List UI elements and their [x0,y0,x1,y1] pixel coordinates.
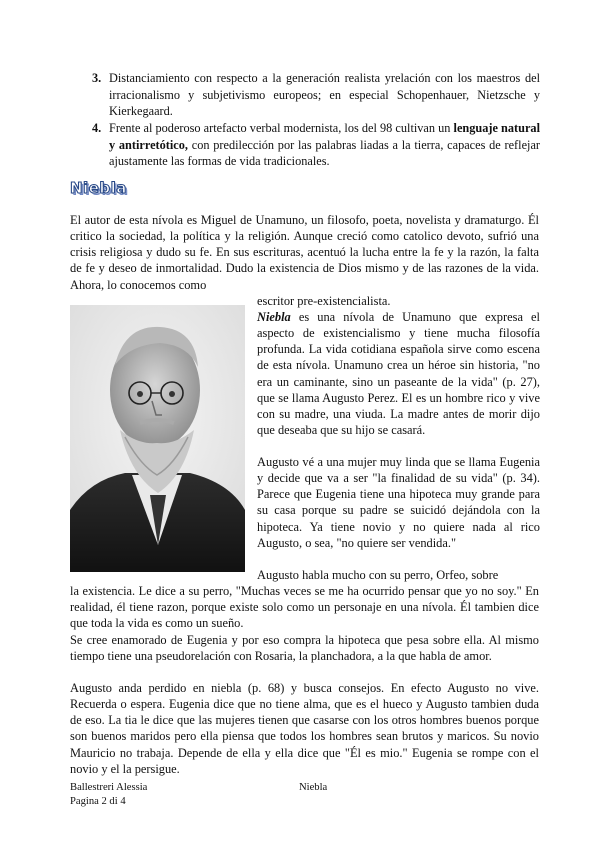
footer-page-number: Pagina 2 di 4 [70,796,126,807]
list-text-bold: lenguaje natural y antirretótico, [109,121,540,152]
footer-author: Ballestreri Alessia [70,782,148,793]
list-number: 3. [92,71,102,85]
novel-description-text: es una nívola de Unamuno que expresa el aspecto de existencialismo y tiene mucha filosofía profunda. La vida cotidiana española sirve como escena de esta nívola. Unamuno crea un héroe sin historia, "no era un caminante, sino un paseante de la vida" (p. 27), que se llama Augusto Perez. El es un hombre rico y vive con su madre, una viuda. La madre antes de morir dijo que deseaba que su hijo se casará. [257,310,540,438]
portrait-photo [70,305,245,572]
intro-text: El autor de esta nívola es Miguel de Unamuno, un filosofo, poeta, novelista y dramaturgo. Él critico la sociedad, la política y la religión. Aunque creció como catolico devoto, sufrió una crisis religiosa y dudo su fe. En sus escrituras, acentuó la lucha entre la fe y la razón, la falta de fe y deseo de inmortalidad. Dudo la existencia de Dios mismo y de las razones de la vida. Ahora, lo conocemos como [70,213,539,292]
intro-tail: escritor pre-existencialista. [257,293,391,308]
orfeo-paragraph-continued: la existencia. Le dice a su perro, "Muchas veces se me ha ocurrido pensar que yo no soy." En realidad, él tiene razon, porque existe solo como un personaje en una nívola. Él tambien dice que toda la vida es como un sueño. [70,584,539,631]
footer-title: Niebla [299,782,328,793]
eugenia-paragraph: Augusto vé a una mujer muy linda que se llama Eugenia y decide que va a ser "la finalidad de su vida" (p. 34). Parece que Eugenia tiene una hipoteca muy grande para su casa porque su padre se suicidó dejándola con la hipoteca. Ya tiene novio y no quiere nada al rico Augusto, o sea, "no quiere ser vendida." [257,455,540,550]
hipoteca-paragraph: Se cree enamorado de Eugenia y por eso compra la hipoteca que pesa sobre ella. Al mismo tiempo tiene una pseudorelación con Rosaria, la planchadora, a la que habla de amor. [70,633,539,664]
orfeo-paragraph-start: Augusto habla mucho con su perro, Orfeo, sobre [257,568,499,582]
list-number: 4. [92,121,102,136]
novel-title: Niebla [257,310,291,324]
novel-description-paragraph [257,309,540,438]
list-item [92,120,540,170]
footer-left [70,781,147,809]
list-item [92,70,540,120]
list-text-pre: Frente al poderoso artefacto verbal modernista, los del 98 cultivan un [109,121,454,136]
section-heading: Niebla [70,179,127,197]
intro-paragraph [70,212,539,309]
niebla-paragraph: Augusto anda perdido en niebla (p. 68) y busca consejos. En efecto Augusto no vive. Recuerda o espera. Eugenia dice que no tiene alma, que es el hueco y Augusto tambien duda de eso. La tia le dice que las mujeres tienen que casarse con los otros hombres buenos porque son buenos maridos pero ella piensa que todos los hombres sean brutos y maricos. Su novio Mauricio no trabaja. Depende de ella y ella dice que "Él es mio." Eugenia se rompe con el novio y el la persigue. [70,681,539,776]
list-text: Distanciamiento con respecto a la generación realista yrelación con los maestros del irracionalismo y subjetivismo europeos; en especial Schopenhauer, Nietzsche y Kierkegaard. [109,71,540,119]
list-text-post: con predilección por las palabras liadas a la tierra, capaces de reflejar ajustamente las formas de vida tradicionales. [109,137,540,169]
numbered-list [92,70,540,171]
